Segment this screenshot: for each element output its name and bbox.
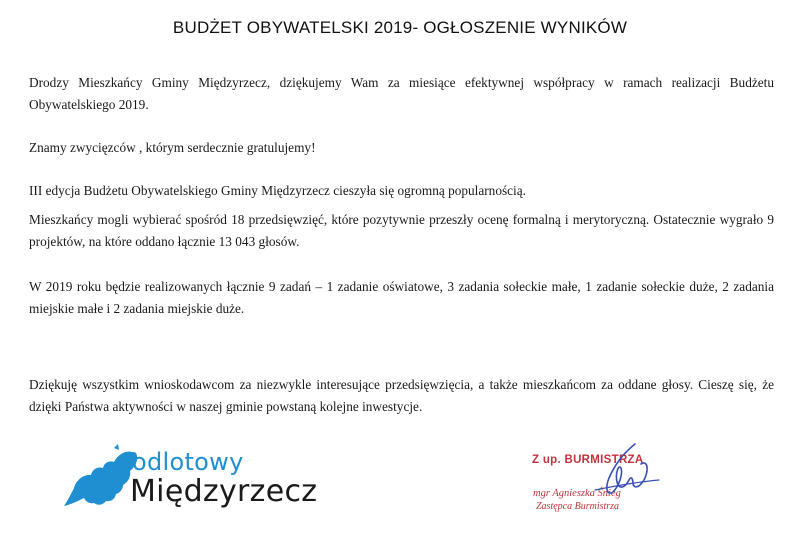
page-title: BUDŻET OBYWATELSKI 2019- OGŁOSZENIE WYNIKÓW <box>172 18 628 37</box>
logo-text-odlotowy: odlotowy <box>132 448 244 476</box>
paragraph-tasks: W 2019 roku będzie realizowanych łącznie 9 zadań – 1 zadanie oświatowe, 3 zadania sołeckie małe, 1 zadanie sołeckie duże, 2 zadania miejskie małe i 2 zadania miejskie duże. <box>29 279 774 316</box>
stamp-line-authority: Z up. BURMISTRZA <box>532 454 644 466</box>
paragraph-projects: Mieszkańcy mogli wybierać spośród 18 przedsięwzięć, które pozytywnie przeszły ocenę formalną i merytoryczną. Ostatecznie wygrało 9 projektów, na które oddano łącznie 13 043 głosów. <box>29 212 774 249</box>
signature-icon <box>575 438 665 510</box>
paragraph-edition: III edycja Budżetu Obywatelskiego Gminy Międzyrzecz cieszyła się ogromną popularnością. <box>29 183 526 198</box>
paragraph-winners: Znamy zwycięzców , którym serdecznie gratulujemy! <box>29 140 316 155</box>
paragraph-thanks: Drodzy Mieszkańcy Gminy Międzyrzecz, dziękujemy Wam za miesiące efektywnej współpracy w ramach realizacji Budżetu Obywatelskiego 2019. <box>29 75 774 112</box>
logo-odlotowy-miedzyrzecz <box>62 440 392 520</box>
official-stamp <box>520 440 670 520</box>
logo-text-miedzyrzecz: Międzyrzecz <box>130 474 318 509</box>
stamp-line-name: mgr Agnieszka Śnieg <box>533 488 621 499</box>
stamp-line-position: Zastępca Burmistrza <box>536 501 620 512</box>
paragraph-closing: Dziękuję wszystkim wnioskodawcom za niezwykle interesujące przedsięwzięcia, a także mieszkańcom za oddane głosy. Cieszę się, że dzięki Państwa aktywności w naszej gminie powstaną kolejne inwestycje. <box>29 377 774 414</box>
